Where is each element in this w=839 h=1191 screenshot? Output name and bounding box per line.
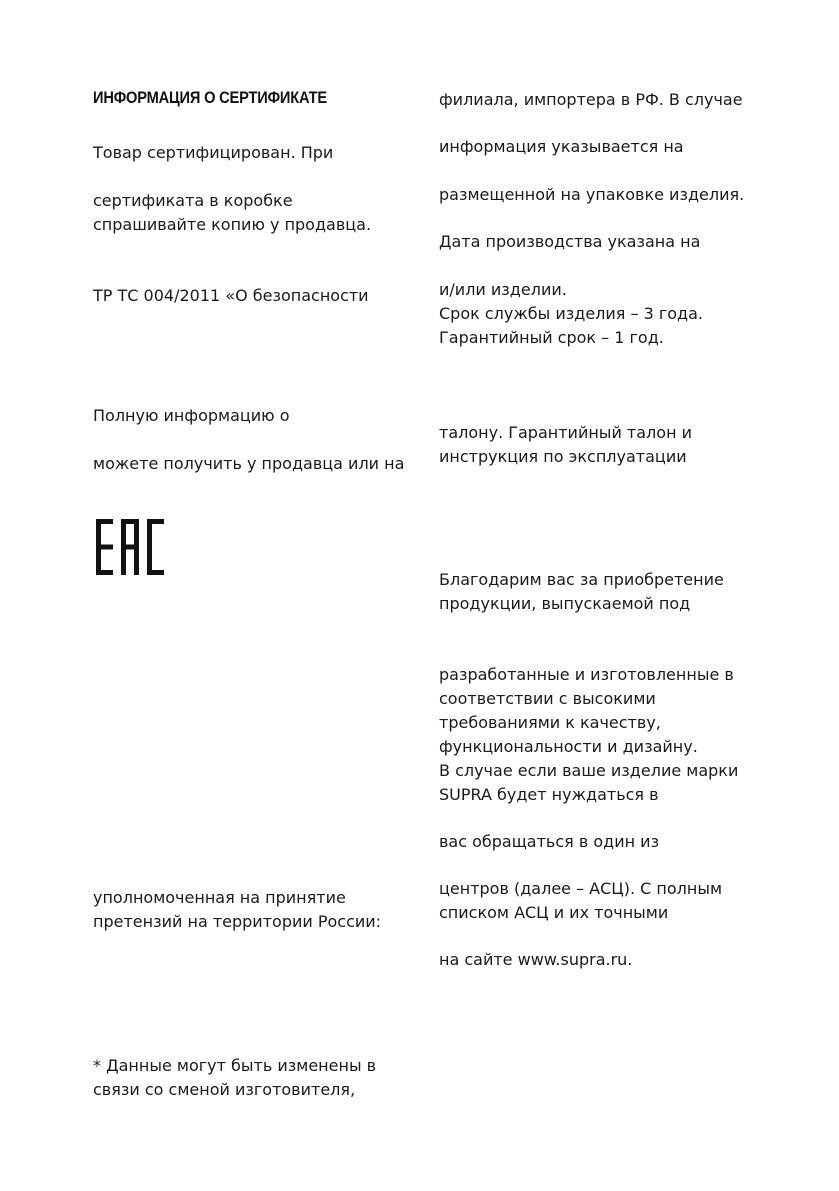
text-line: Дата производства указана на — [439, 232, 701, 251]
text-line: талону. Гарантийный талон и — [439, 423, 693, 442]
text-line: функциональности и дизайну. — [439, 737, 698, 756]
cert-copy-paragraph — [93, 189, 371, 237]
service-life-paragraph — [439, 278, 703, 350]
get-info-text — [93, 452, 404, 476]
text-line: SUPRA будет нуждаться в — [439, 785, 659, 804]
text-line: соответствии с высокими — [439, 689, 656, 708]
developed-paragraph — [439, 663, 738, 807]
text-line: можете получить у продавца или на — [93, 454, 405, 473]
cert-intro-text — [93, 141, 333, 165]
text-line: уполномоченная на принятие — [93, 888, 346, 907]
footnote-paragraph — [93, 1054, 376, 1102]
package-text — [439, 183, 744, 207]
text-line: связи со сменой изготовителя, — [93, 1080, 356, 1099]
text-line: на сайте www.supra.ru. — [439, 950, 633, 969]
thanks-paragraph — [439, 568, 724, 616]
eac-mark-icon — [96, 519, 164, 575]
text-line: списком АСЦ и их точными — [439, 903, 669, 922]
info-indicated-text — [439, 135, 684, 159]
text-line: вас обращаться в один из — [439, 832, 660, 851]
website-text — [439, 948, 632, 972]
text-line: информация указывается на — [439, 137, 684, 156]
text-line: продукции, выпускаемой под — [439, 594, 691, 613]
text-line: Товар сертифицирован. При — [93, 143, 334, 162]
text-line: центров (далее – АСЦ). С полным — [439, 879, 723, 898]
certificate-heading: ИНФОРМАЦИЯ О СЕРТИФИКАТЕ — [93, 88, 328, 107]
text-line: Благодарим вас за приобретение — [439, 570, 724, 589]
text-line: размещенной на упаковке изделия. — [439, 185, 745, 204]
text-line: Гарантийный срок – 1 год. — [439, 328, 664, 347]
branch-text — [439, 88, 743, 112]
authorized-paragraph — [93, 886, 381, 934]
text-line: требованиями к качеству, — [439, 713, 661, 732]
text-line: претензий на территории России: — [93, 912, 382, 931]
text-line: разработанные и изготовленные в — [439, 665, 734, 684]
regulation-text — [93, 284, 369, 308]
contact-text — [439, 830, 659, 854]
text-line: * Данные могут быть изменены в — [93, 1056, 377, 1075]
text-line: инструкция по эксплуатации — [439, 447, 687, 466]
centers-paragraph — [439, 877, 722, 925]
full-info-text — [93, 404, 290, 428]
text-line: Полную информацию о — [93, 406, 290, 425]
text-line: и/или изделии. — [439, 280, 567, 299]
text-line: сертификата в коробке — [93, 191, 293, 210]
warranty-paragraph — [439, 421, 692, 469]
text-line: ТР ТС 004/2011 «О безопасности — [93, 286, 369, 305]
text-line: В случае если ваше изделие марки — [439, 761, 739, 780]
production-date-text — [439, 230, 700, 254]
text-line: спрашивайте копию у продавца. — [93, 215, 372, 234]
text-line: филиала, импортера в РФ. В случае — [439, 90, 743, 109]
text-line: Срок службы изделия – 3 года. — [439, 304, 704, 323]
